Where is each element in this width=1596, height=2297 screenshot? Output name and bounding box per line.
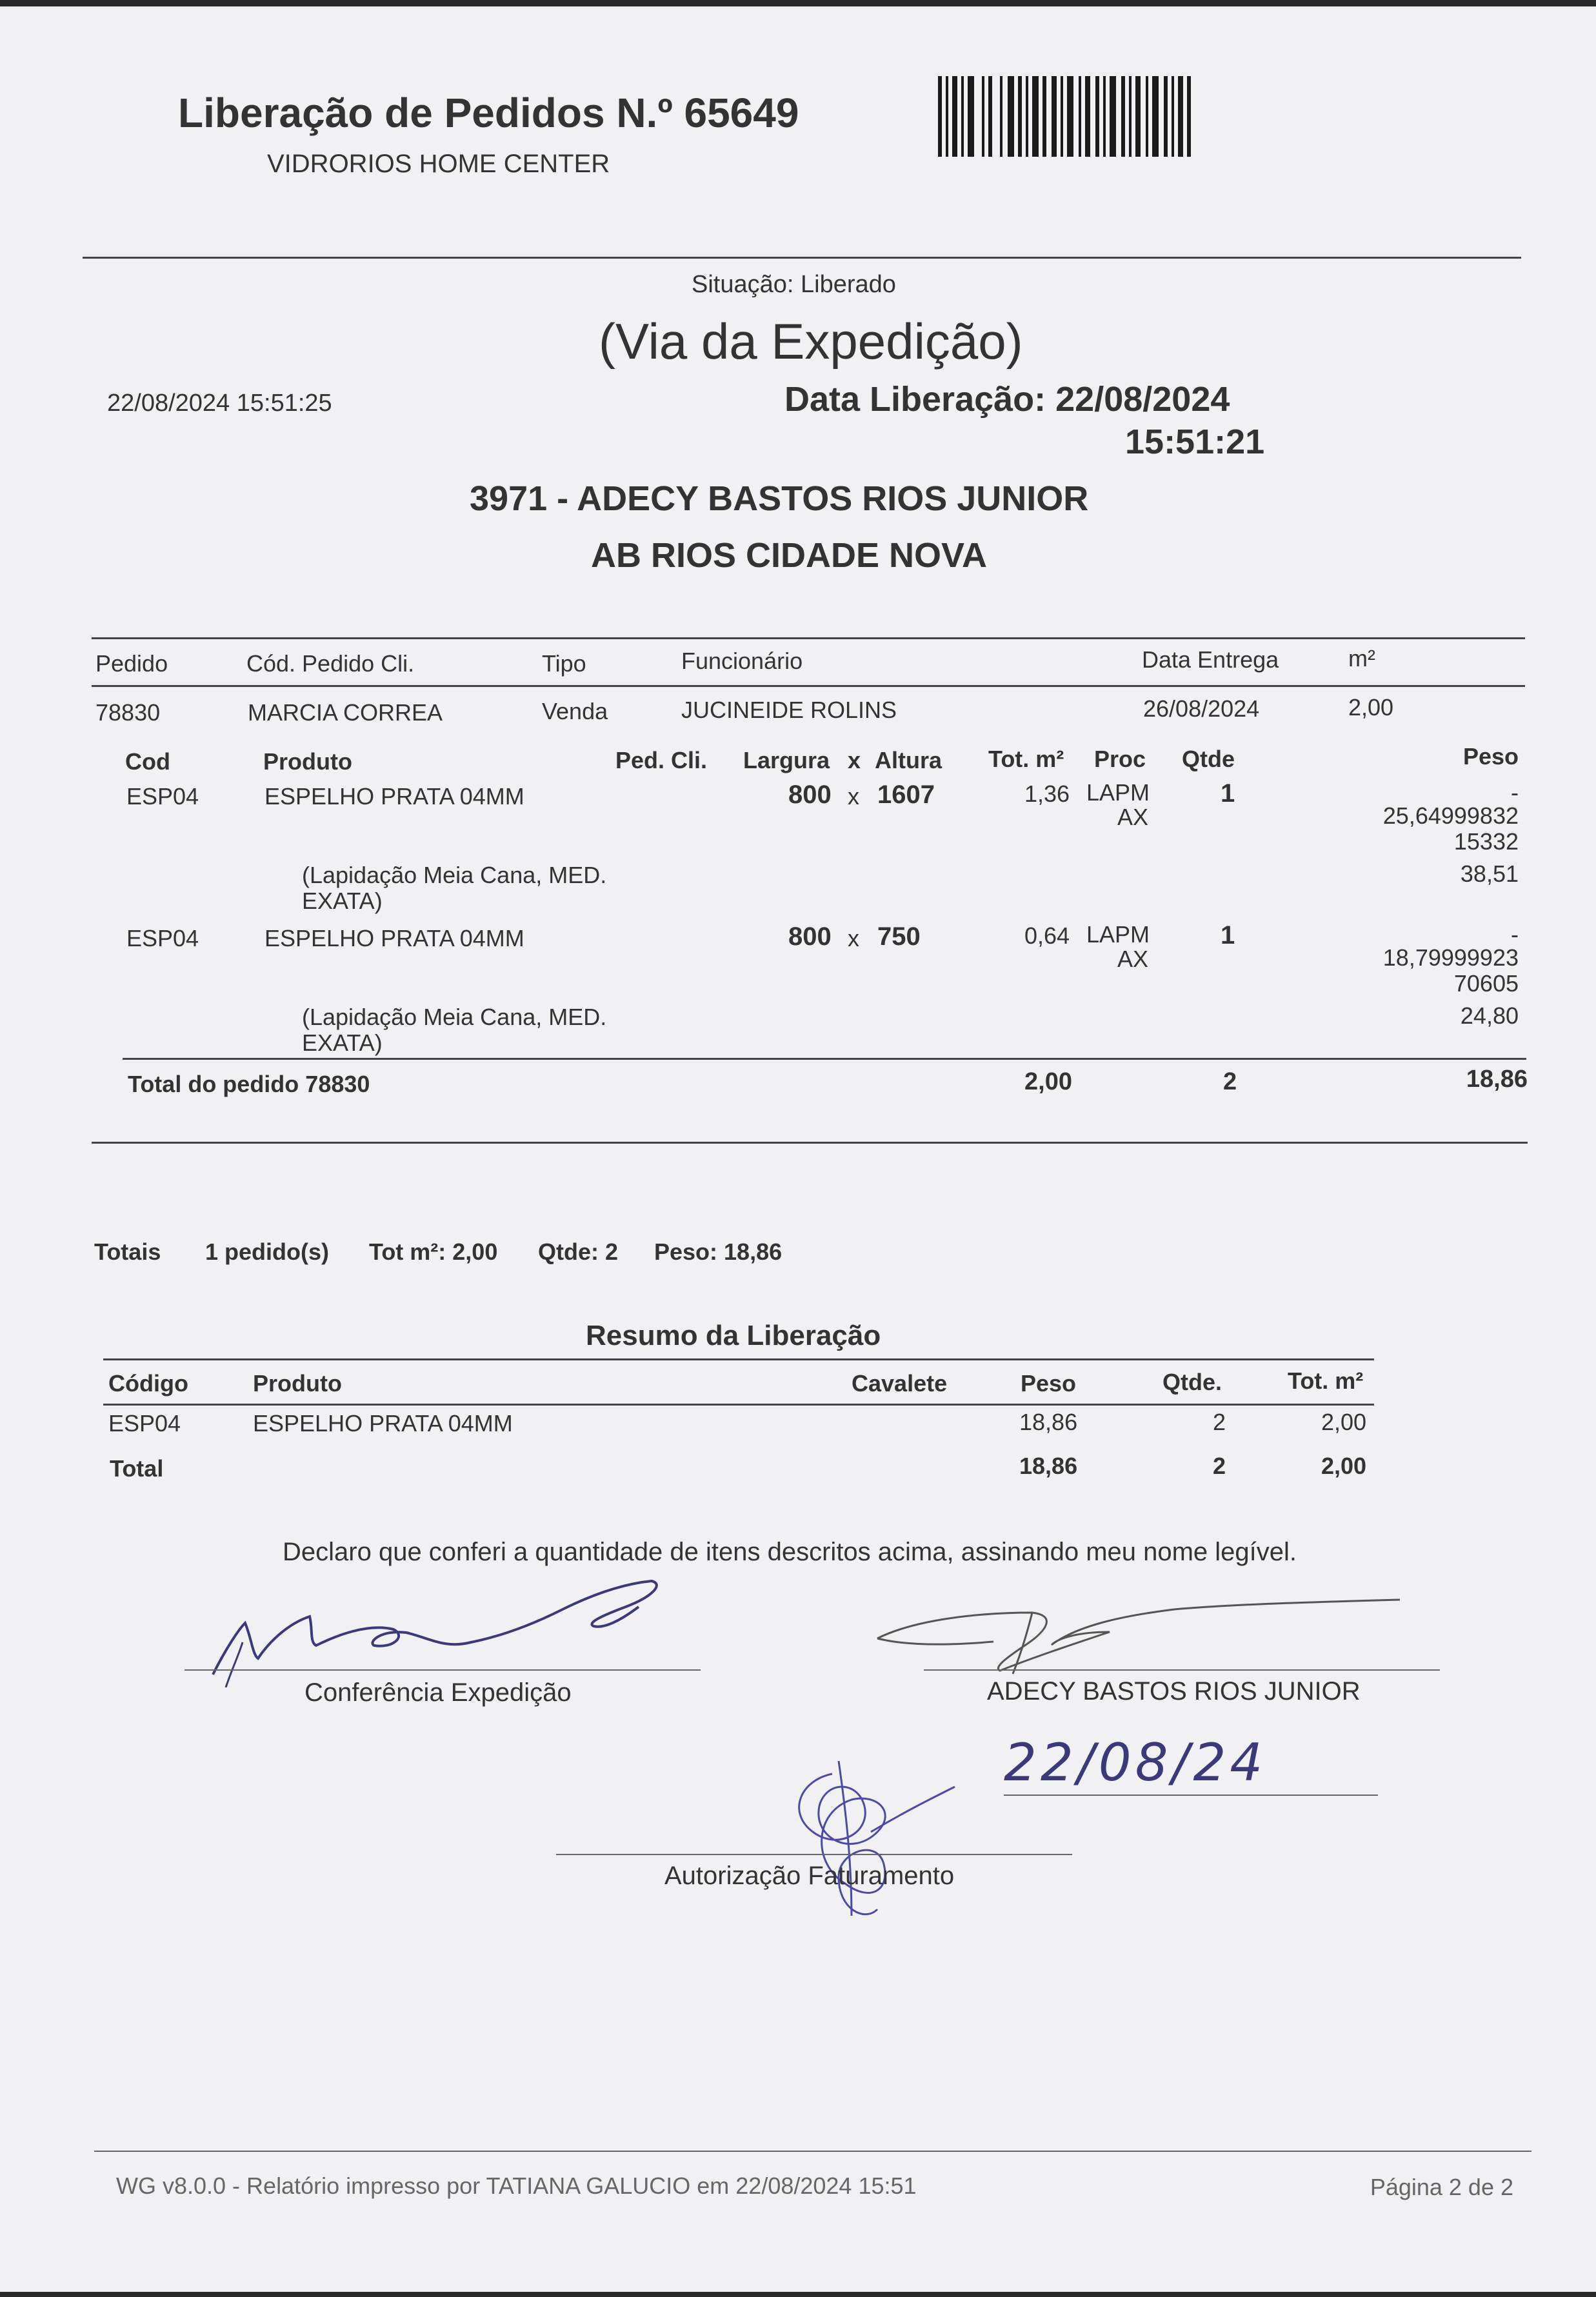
items-col-tot-m2: Tot. m²: [988, 746, 1064, 772]
document-title: Liberação de Pedidos N.º 65649: [178, 90, 799, 136]
via-label: (Via da Expedição): [599, 313, 1023, 370]
item-peso-3: 38,51: [1460, 860, 1519, 887]
items-col-qtde: Qtde: [1182, 746, 1235, 772]
client-name: 3971 - ADECY BASTOS RIOS JUNIOR: [470, 479, 1089, 518]
signature-label-cliente: ADECY BASTOS RIOS JUNIOR: [987, 1677, 1361, 1705]
col-data-entrega: Data Entrega: [1142, 646, 1279, 673]
order-funcionario: JUCINEIDE ROLINS: [681, 697, 897, 723]
items-col-altura: Altura: [875, 747, 943, 773]
item-peso-1: 18,79999923: [1382, 944, 1519, 971]
summary-col-qtde: Qtde.: [1162, 1369, 1222, 1395]
item-proc-1: LAPM: [1086, 921, 1150, 948]
item-tot-m2: 0,64: [1024, 922, 1070, 949]
items-col-produto: Produto: [263, 748, 352, 775]
footer-right: Página 2 de 2: [1370, 2174, 1513, 2200]
company-name: VIDRORIOS HOME CENTER: [267, 150, 610, 178]
signature-autorizacao: [774, 1755, 968, 1929]
signature-line-autorizacao: [556, 1854, 1072, 1855]
status-text: Situação: Liberado: [692, 271, 896, 298]
item-largura: 800: [788, 922, 832, 951]
order-total-qtde: 2: [1223, 1068, 1237, 1095]
item-peso-3: 24,80: [1460, 1002, 1519, 1029]
totals-peso: Peso: 18,86: [654, 1238, 783, 1265]
item-produto: ESPELHO PRATA 04MM: [264, 783, 524, 810]
order-pedido: 78830: [95, 699, 161, 726]
items-col-ped-cli: Ped. Cli.: [615, 747, 708, 773]
summary-qtde: 2: [1213, 1409, 1226, 1435]
summary-produto: ESPELHO PRATA 04MM: [253, 1410, 513, 1437]
scan-top-edge: [0, 0, 1596, 6]
items-col-proc: Proc: [1094, 746, 1146, 772]
signature-conferencia: [200, 1578, 703, 1687]
totals-tot-m2: Tot m²: 2,00: [369, 1238, 498, 1265]
footer-line: [94, 2151, 1531, 2152]
item-tot-m2: 1,36: [1024, 781, 1070, 807]
item-peso-dash: -: [1511, 921, 1519, 948]
signature-label-conferencia: Conferência Expedição: [304, 1678, 572, 1707]
item-cod: ESP04: [126, 783, 199, 810]
order-total-peso: 18,86: [1466, 1066, 1528, 1093]
item-cod: ESP04: [126, 925, 199, 951]
item-peso-dash: -: [1511, 779, 1519, 806]
col-cod-pedido-cli: Cód. Pedido Cli.: [246, 650, 415, 677]
summary-total-label: Total: [110, 1455, 164, 1482]
order-total-m2: 2,00: [1024, 1068, 1072, 1095]
print-datetime: 22/08/2024 15:51:25: [107, 390, 332, 417]
order-header-bottom-line: [92, 685, 1525, 687]
totals-pedidos: 1 pedido(s): [205, 1238, 330, 1265]
item-proc-1: LAPM: [1086, 779, 1150, 806]
signature-line-conferencia: [185, 1669, 701, 1671]
totals-qtde: Qtde: 2: [538, 1238, 619, 1265]
item-peso-2: 70605: [1453, 970, 1519, 997]
summary-total-tot-m2: 2,00: [1321, 1453, 1367, 1479]
summary-header-bottom-line: [103, 1404, 1374, 1406]
item-altura: 750: [877, 922, 921, 951]
date-line: [1004, 1795, 1378, 1796]
order-total-line: [123, 1058, 1526, 1060]
release-time: 15:51:21: [1125, 423, 1265, 461]
summary-peso: 18,86: [1019, 1409, 1078, 1435]
item-peso-2: 15332: [1453, 828, 1519, 855]
item-x: x: [848, 783, 859, 810]
item-peso-1: 25,64999832: [1382, 802, 1519, 829]
summary-col-cavalete: Cavalete: [852, 1370, 948, 1397]
item-produto: ESPELHO PRATA 04MM: [264, 925, 524, 951]
order-total-label: Total do pedido 78830: [128, 1071, 370, 1097]
item-obs-1: (Lapidação Meia Cana, MED.: [302, 1004, 607, 1030]
item-x: x: [848, 925, 859, 951]
item-proc-2: AX: [1117, 946, 1149, 972]
handwritten-date: 22/08/24: [1004, 1733, 1267, 1793]
summary-col-tot-m2: Tot. m²: [1288, 1367, 1364, 1394]
item-obs-2: EXATA): [302, 888, 383, 914]
order-m2: 2,00: [1348, 694, 1394, 721]
order-header-top-line: [92, 637, 1525, 639]
items-col-x: x: [848, 747, 861, 773]
item-altura: 1607: [877, 781, 935, 809]
item-qtde: 1: [1221, 921, 1235, 950]
order-tipo: Venda: [542, 698, 608, 724]
summary-col-codigo: Código: [108, 1370, 188, 1397]
item-obs-2: EXATA): [302, 1029, 383, 1056]
scan-bottom-edge: [0, 2292, 1596, 2297]
item-obs-1: (Lapidação Meia Cana, MED.: [302, 862, 607, 888]
summary-codigo: ESP04: [108, 1410, 181, 1437]
signature-label-autorizacao: Autorização Faturamento: [664, 1862, 955, 1890]
items-col-largura: Largura: [743, 747, 830, 773]
declaration-text: Declaro que conferi a quantidade de itens descritos acima, assinando meu nome legível.: [283, 1538, 1297, 1566]
col-tipo: Tipo: [542, 650, 586, 677]
client-store: AB RIOS CIDADE NOVA: [591, 536, 988, 575]
items-col-cod: Cod: [125, 748, 170, 775]
summary-header-top-line: [103, 1358, 1374, 1360]
items-col-peso: Peso: [1463, 743, 1519, 770]
header-divider: [83, 257, 1521, 259]
signature-line-cliente: [924, 1669, 1440, 1671]
item-proc-2: AX: [1117, 804, 1149, 830]
release-date: Data Liberação: 22/08/2024: [784, 380, 1230, 419]
col-funcionario: Funcionário: [681, 648, 803, 674]
totals-label: Totais: [94, 1238, 161, 1265]
summary-tot-m2: 2,00: [1321, 1409, 1367, 1435]
col-m2: m²: [1348, 645, 1375, 671]
item-largura: 800: [788, 781, 832, 809]
item-qtde: 1: [1221, 779, 1235, 808]
summary-col-produto: Produto: [253, 1370, 342, 1397]
summary-total-qtde: 2: [1213, 1453, 1226, 1479]
col-pedido: Pedido: [95, 650, 168, 677]
order-data-entrega: 26/08/2024: [1143, 695, 1260, 722]
footer-left: WG v8.0.0 - Relatório impresso por TATIANA GALUCIO em 22/08/2024 15:51: [116, 2173, 917, 2199]
order-cod-pedido-cli: MARCIA CORREA: [248, 699, 443, 726]
summary-title: Resumo da Liberação: [586, 1320, 881, 1351]
barcode-icon: [938, 76, 1191, 157]
order-section-end-line: [92, 1142, 1528, 1144]
summary-col-peso: Peso: [1021, 1370, 1077, 1397]
summary-total-peso: 18,86: [1019, 1453, 1078, 1479]
